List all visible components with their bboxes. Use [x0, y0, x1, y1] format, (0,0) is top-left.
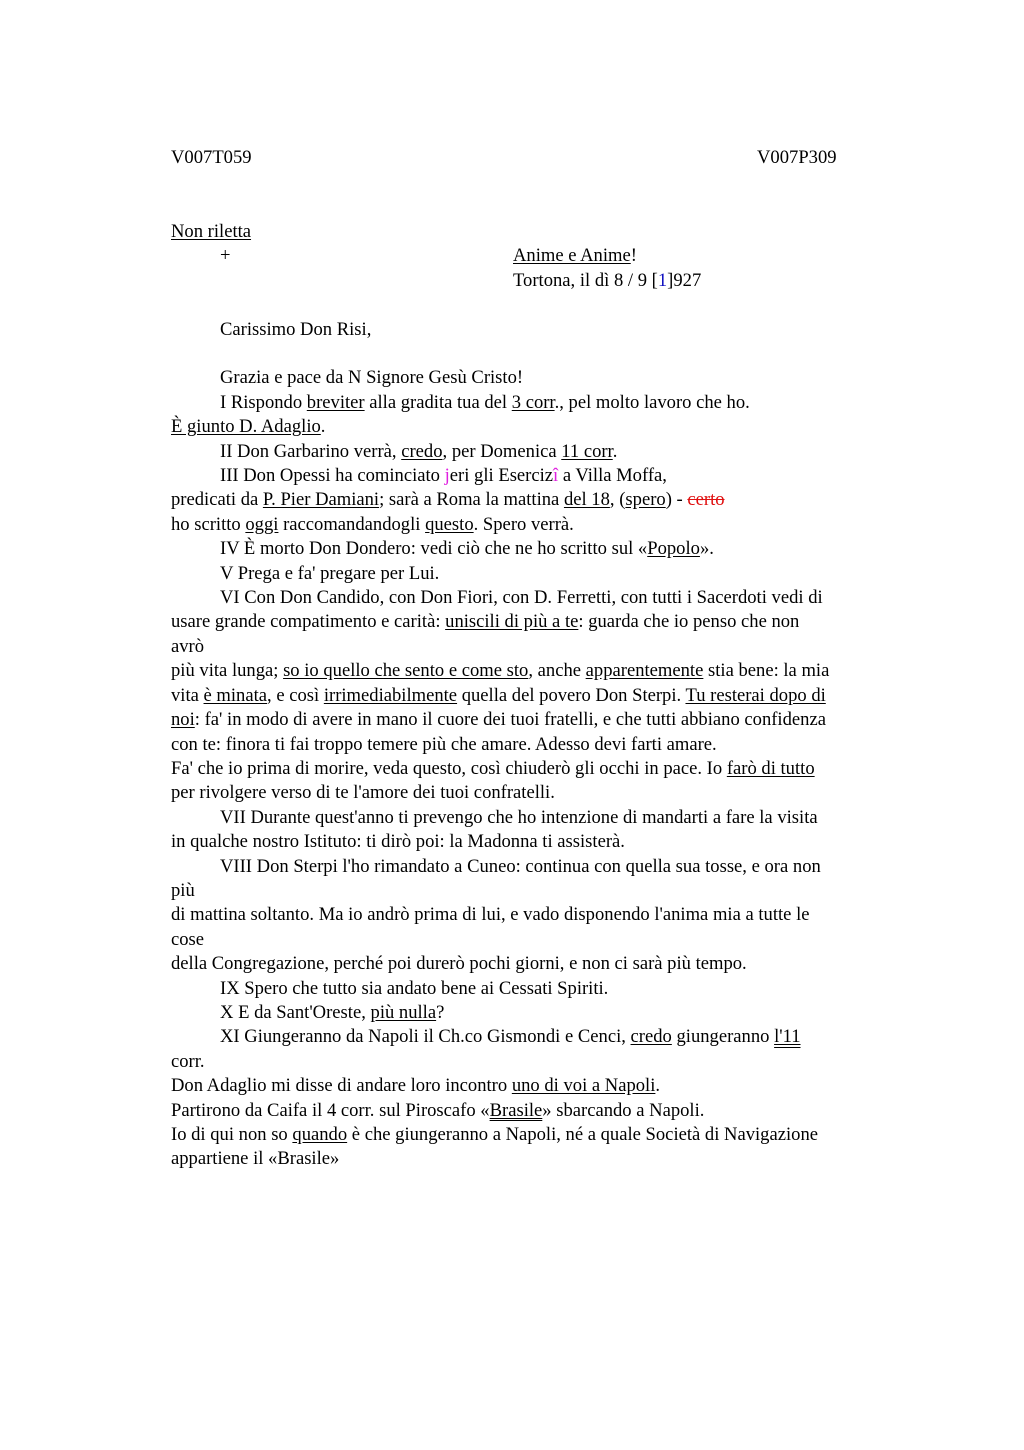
paragraph-10: X E da Sant'Oreste, più nulla? [220, 1001, 445, 1023]
deleted-word: certo [687, 489, 725, 511]
note-line [171, 220, 911, 244]
document-code-left: V007T059 [171, 147, 252, 168]
motto: Anime e Anime [513, 245, 631, 267]
paragraph-2: II Don Garbarino verrà, credo, per Domenica 11 corr. [220, 440, 618, 462]
salutation: Carissimo Don Risi, [220, 318, 372, 340]
paragraph-8: VIII Don Sterpi l'ho rimandato a Cuneo: continua con quella sua tosse, e ora non [220, 855, 821, 877]
cross-mark: + [220, 245, 231, 267]
paragraph-4: IV È morto Don Dondero: vedi ciò che ne ho scritto sul «Popolo». [220, 538, 714, 560]
paragraph-9: IX Spero che tutto sia andato bene ai Cessati Spiriti. [220, 977, 609, 999]
document-code-right: V007P309 [757, 147, 837, 168]
paragraph-3: III Don Opessi ha cominciato jeri gli Esercizî a Villa Moffa, [220, 465, 667, 487]
paragraph-11: XI Giungeranno da Napoli il Ch.co Gismondi e Cenci, credo giungeranno l'11 [220, 1026, 801, 1048]
date-line: Tortona, il dì 8 / 9 [1]927 [513, 269, 702, 291]
not-reread-note: Non riletta [171, 221, 252, 242]
greeting: Grazia e pace da N Signore Gesù Cristo! [220, 367, 524, 389]
paragraph-6: VI Con Don Candido, con Don Fiori, con D. Ferretti, con tutti i Sacerdoti vedi di [220, 587, 823, 609]
letter-body: Non riletta + Anime e Anime! Tortona, il dì 8 / 9 [1]927 Carissimo Don Risi, Grazia e pace da N Signore Gesù Cristo! I Rispondo breviter alla gradita tua del 3 corr., pel molto lavoro che ho. È giunto D. Adaglio. II Don Garbarino verrà, credo, per Domenica 11 corr. III Don Opessi ha cominciato jeri gli Esercizî a Villa Moffa, predicati da P. Pier Damiani; sarà a Roma la mattina del 18, (spero) - certo ho scritto oggi raccomandandogli questo. Spero verrà. IV È morto Don Dondero: vedi ciò che ne ho scritto sul «Popolo». V Prega e fa' pregare per Lui. VI Con Don Candido, con Don Fiori, con D. Ferretti, con tutti i Sacerdoti vedi di usare grande compatimento e carità: uniscili di più a te: guarda che io penso che non avrò più vita lunga; so io quello che sento e come sto, anche apparentemente stia bene: la mia vita è minata, e così irrimediabilmente quella del povero Don Sterpi. Tu resterai dopo di noi: fa' in modo di avere in mano il cuore dei tuoi fratelli, e che tutti abbiano confidenza con te: finora ti fai troppo temere più che amare. Adesso devi farti amare. Fa' che io prima di morire, veda questo, così chiuderò gli occhi in pace. Io farò di tutto per rivolgere verso di te l'amore dei tuoi confratelli. VII Durante quest'anno ti prevengo che ho intenzione di mandarti a fare la visita in qualche nostro Istituto: ti dirò poi: la Madonna ti assisterà. VIII Don Sterpi l'ho rimandato a Cuneo: continua con quella sua tosse, e ora non più di mattina soltanto. Ma io andrò prima di lui, e vado disponendo l'anima mia a tutte le cose della Congregazione, perché poi durerò pochi giorni, e non ci sarà più tempo. IX Spero che tutto sia andato bene ai Cessati Spiriti. X E da Sant'Oreste, più nulla? XI Giungeranno da Napoli il Ch.co Gismondi e Cenci, credo giungeranno l'11 corr. Don Adaglio mi disse di andare loro incontro uno di voi a Napoli. Partirono da Caifa il 4 corr. sul Piroscafo «Brasile» sbarcando a Napoli. Io di qui non so quando è che giungeranno a Napoli, né a quale Società di Navigazione appartiene il «Brasile» [171, 220, 911, 1172]
paragraph-7: VII Durante quest'anno ti prevengo che ho intenzione di mandarti a fare la visita [220, 806, 818, 828]
paragraph-5: V Prega e fa' pregare per Lui. [220, 562, 440, 584]
paragraph-3-cont: predicati da P. Pier Damiani; sarà a Roma la mattina del 18, (spero) - certo [171, 489, 725, 511]
paragraph-1-cont: È giunto D. Adaglio. [171, 416, 326, 438]
motto-line: + Anime e Anime! [171, 244, 911, 268]
date-bracket-digit: 1 [657, 269, 668, 291]
paragraph-3-cont2: ho scritto oggi raccomandandogli questo. Spero verrà. [171, 513, 574, 535]
paragraph-1: I Rispondo breviter alla gradita tua del 3 corr., pel molto lavoro che ho. [220, 391, 750, 413]
